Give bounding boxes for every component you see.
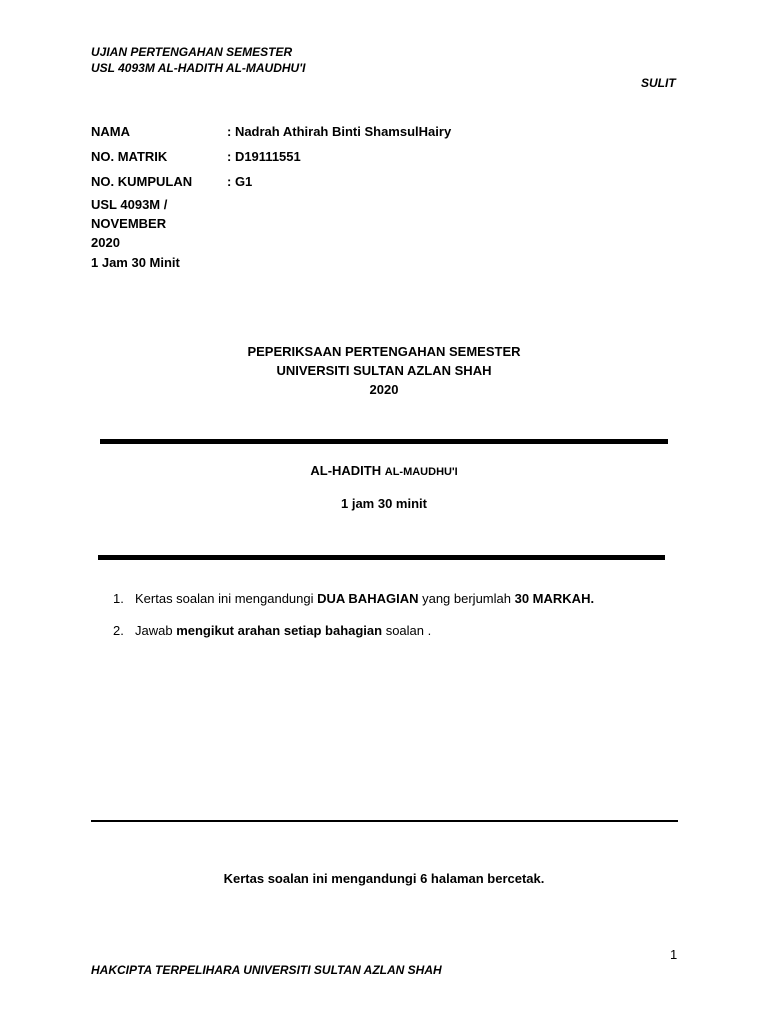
group-label: NO. KUMPULAN: [91, 174, 193, 189]
instruction-item: [113, 622, 673, 639]
course-year: 2020: [91, 235, 120, 250]
instruction-text: Kertas soalan ini mengandungi DUA BAHAGIAN yang berjumlah 30 MARKAH.: [135, 591, 595, 606]
matric-label: NO. MATRIK: [91, 149, 168, 164]
footer-copyright: HAKCIPTA TERPELIHARA UNIVERSITI SULTAN AZLAN SHAH: [91, 963, 442, 977]
subject-title-small: AL-MAUDHU'I: [384, 466, 458, 478]
instruction-number: 2.: [113, 623, 124, 638]
subject-duration: 1 jam 30 minit: [341, 496, 427, 511]
exam-year: 2020: [369, 382, 399, 397]
page-number: 1: [670, 947, 678, 962]
group-value: : G1: [227, 174, 253, 189]
course-duration: 1 Jam 30 Minit: [91, 255, 180, 270]
course-code-line: USL 4093M /: [91, 197, 168, 212]
university-name: UNIVERSITI SULTAN AZLAN SHAH: [276, 363, 492, 378]
divider-top: [100, 439, 668, 444]
classification-label: SULIT: [641, 76, 676, 90]
course-month: NOVEMBER: [91, 216, 167, 231]
pages-note: Kertas soalan ini mengandungi 6 halaman bercetak.: [223, 871, 545, 886]
name-value: : Nadrah Athirah Binti ShamsulHairy: [227, 124, 452, 139]
instruction-text: Jawab mengikut arahan setiap bahagian soalan .: [135, 623, 432, 638]
divider-bottom: [98, 555, 665, 560]
header-exam-line: UJIAN PERTENGAHAN SEMESTER: [91, 45, 293, 59]
instruction-item: [113, 590, 673, 607]
instruction-number: 1.: [113, 591, 124, 606]
divider-thin: [91, 820, 678, 822]
header-course-line: USL 4093M AL-HADITH AL-MAUDHU'I: [91, 61, 306, 75]
subject-title: [0, 461, 768, 482]
subject-title-main: AL-HADITH: [310, 463, 385, 478]
name-label: NAMA: [91, 124, 130, 139]
exam-title: PEPERIKSAAN PERTENGAHAN SEMESTER: [247, 344, 521, 359]
matric-value: : D19111551: [227, 149, 301, 164]
